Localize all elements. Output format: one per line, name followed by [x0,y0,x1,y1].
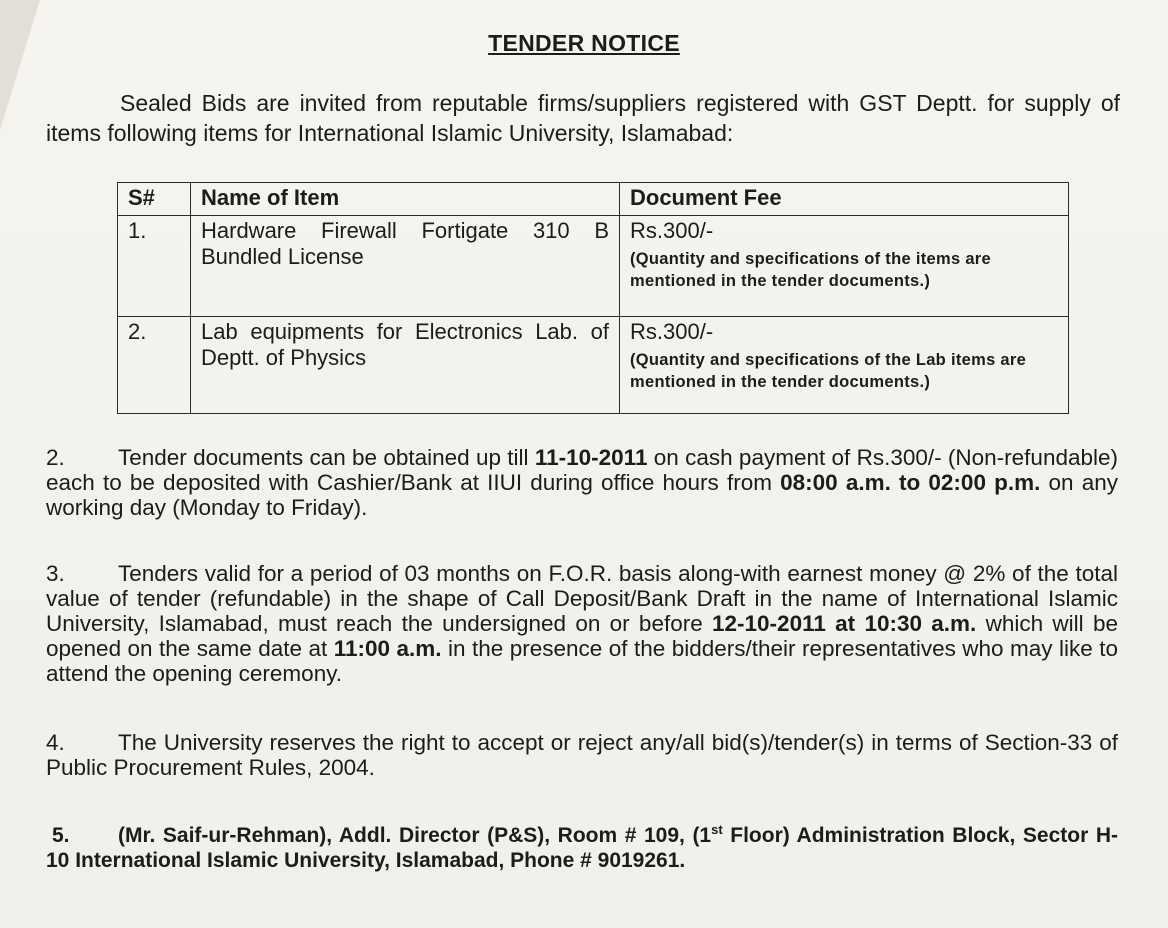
header-sn: S# [118,183,191,216]
row-name [191,317,620,414]
paragraph-text: on cash payment of Rs.300/- (Non-refundable) each to be deposited with Cashier/Bank at IIUI during office hours from [46,445,1119,495]
fee-value: Rs.300/- [630,218,714,243]
items-table [117,182,1069,414]
item-name: Hardware Firewall Fortigate 310 B Bundled License [201,218,609,269]
paragraph-text: which will be opened on the same date at [46,611,1118,661]
paragraph-number: 2. [46,445,65,470]
table-header-row [118,183,1069,216]
paragraph-5 [46,817,1118,873]
table-row [118,317,1069,414]
row-name [191,216,620,317]
paragraph-number: 5. [52,824,70,847]
paragraph-number: 4. [46,730,65,755]
paragraph-text: Tenders valid for a period of 03 months on F.O.R. basis along-with earnest money @ 2% of the total value of tender (refundable) in the shape of Call Deposit/Bank Draft in the name of International Islamic University, Islamabad, must reach the undersigned on or before [46,561,1118,636]
paragraph-2 [46,445,1118,520]
submission-deadline: 12-10-2011 at 10:30 a.m. [712,611,977,636]
item-name: Lab equipments for Electronics Lab. of Deptt. of Physics [201,319,609,370]
paragraph-text: The University reserves the right to accept or reject any/all bid(s)/tender(s) in terms of Section-33 of Public Procurement Rules, 2004. [46,730,1118,780]
contact-text: Floor) Administration Block, Sector H-10 International Islamic University, Islamabad, Phone # 9019261. [46,824,1119,872]
paragraph-text: Tender documents can be obtained up till [118,445,535,470]
folded-corner [0,0,40,130]
fee-value: Rs.300/- [630,319,714,344]
row-fee-cell [620,216,1069,317]
row-sn: 2. [118,317,191,414]
row-fee-cell [620,317,1069,414]
header-name: Name of Item [191,183,620,216]
table-row [118,216,1069,317]
intro-paragraph: Sealed Bids are invited from reputable firms/suppliers registered with GST Deptt. for supply of items following items for International Islamic University, Islamabad: [46,90,1120,146]
fee-note: (Quantity and specifications of the items are mentioned in the tender documents.) [630,250,991,290]
office-hours: 08:00 a.m. to 02:00 p.m. [780,470,1041,495]
opening-time: 11:00 a.m. [333,636,442,661]
contact-text: (Mr. Saif-ur-Rehman), Addl. Director (P&S), Room # 109, (1 [118,824,712,847]
paragraph-number: 3. [46,561,65,586]
paragraph-4 [46,730,1118,780]
paragraph-3 [46,561,1118,686]
paragraph-text: on any working day (Monday to Friday). [46,470,1118,520]
page-title: TENDER NOTICE [488,30,680,56]
header-fee: Document Fee [620,183,1069,216]
paragraph-text: in the presence of the bidders/their representatives who may like to attend the opening ceremony. [46,636,1118,686]
ordinal-suffix: st [711,822,723,837]
row-sn: 1. [118,216,191,317]
fee-note: (Quantity and specifications of the Lab items are mentioned in the tender documents.) [630,351,1027,391]
deadline-date: 11-10-2011 [534,445,648,470]
